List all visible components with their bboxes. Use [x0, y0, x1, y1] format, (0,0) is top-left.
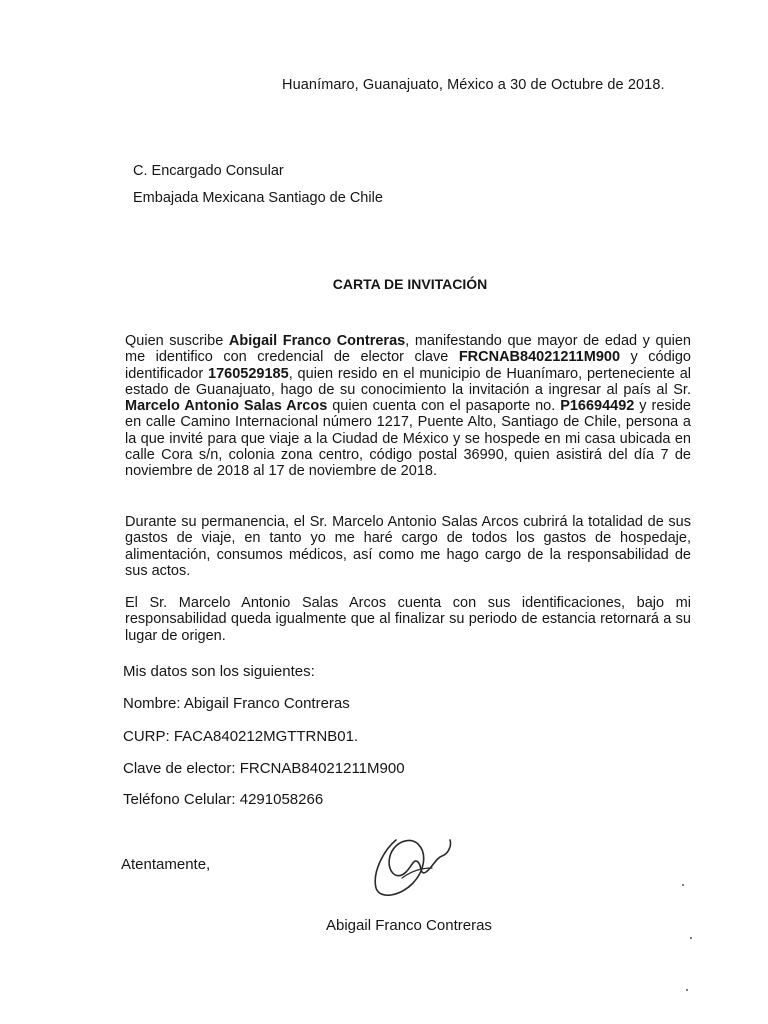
- invitation-paragraph: [125, 333, 691, 480]
- p1-text-2: , manifestando que mayor de edad y quien me identifico con credencial de elector clave: [125, 333, 691, 366]
- p1-text-4: , quien resido en el municipio de Huanímaro, perteneciente al estado de Guanajuato, hago de su conocimiento la invitación a ingresar al país al Sr.: [125, 365, 691, 398]
- elector-key-line: Clave de elector: FRCNAB84021211M900: [123, 760, 405, 777]
- phone-line: Teléfono Celular: 4291058266: [123, 791, 324, 808]
- host-name-line: Nombre: Abigail Franco Contreras: [123, 695, 350, 712]
- passport-number: P16694492: [560, 398, 635, 415]
- recipient-institution: Embajada Mexicana Santiago de Chile: [133, 190, 383, 206]
- identifier-code: 1760529185: [208, 365, 289, 382]
- recipient-title: C. Encargado Consular: [133, 163, 284, 179]
- p1-text-5: quien cuenta con el pasaporte no.: [327, 398, 561, 415]
- data-intro: Mis datos son los siguientes:: [123, 663, 315, 680]
- curp-line: CURP: FACA840212MGTTRNB01.: [123, 728, 359, 745]
- date-line: Huanímaro, Guanajuato, México a 30 de Octubre de 2018.: [282, 77, 665, 93]
- responsibility-paragraph: El Sr. Marcelo Antonio Salas Arcos cuenta con sus identificaciones, bajo mi responsabilidad queda igualmente que al finalizar su periodo de estancia retornará a su lugar de origen.: [125, 595, 691, 644]
- scan-speck: [690, 937, 692, 939]
- guest-name: Marcelo Antonio Salas Arcos: [125, 398, 328, 415]
- letter-title: CARTA DE INVITACIÓN: [332, 276, 488, 292]
- closing: Atentamente,: [121, 856, 211, 873]
- signer-name: Abigail Franco Contreras: [326, 917, 492, 934]
- host-name: Abigail Franco Contreras: [228, 333, 406, 349]
- p1-text-1: Quien suscribe: [125, 333, 229, 349]
- scan-speck: [682, 884, 684, 886]
- p1-text-6: y reside en calle Camino Internacional número 1217, Puente Alto, Santiago de Chile, persona a la que invité para que viaje a la Ciudad de México y se hospede en mi casa ubicada en calle Cora s/n, colonia zona centro, código postal 36990, quien asistirá del día 7 de noviembre de 2018 al 17 de noviembre de 2018.: [125, 398, 691, 480]
- handwritten-signature: [366, 832, 458, 904]
- expenses-paragraph: Durante su permanencia, el Sr. Marcelo Antonio Salas Arcos cubrirá la totalidad de sus gastos de viaje, en tanto yo me haré cargo de todos los gastos de hospedaje, alimentación, consumos médicos, así como me hago cargo de la responsabilidad de sus actos.: [125, 514, 691, 579]
- p1-text-3: y código identificador: [125, 349, 691, 382]
- elector-key: FRCNAB84021211M900: [458, 349, 621, 366]
- scan-speck: [686, 989, 688, 991]
